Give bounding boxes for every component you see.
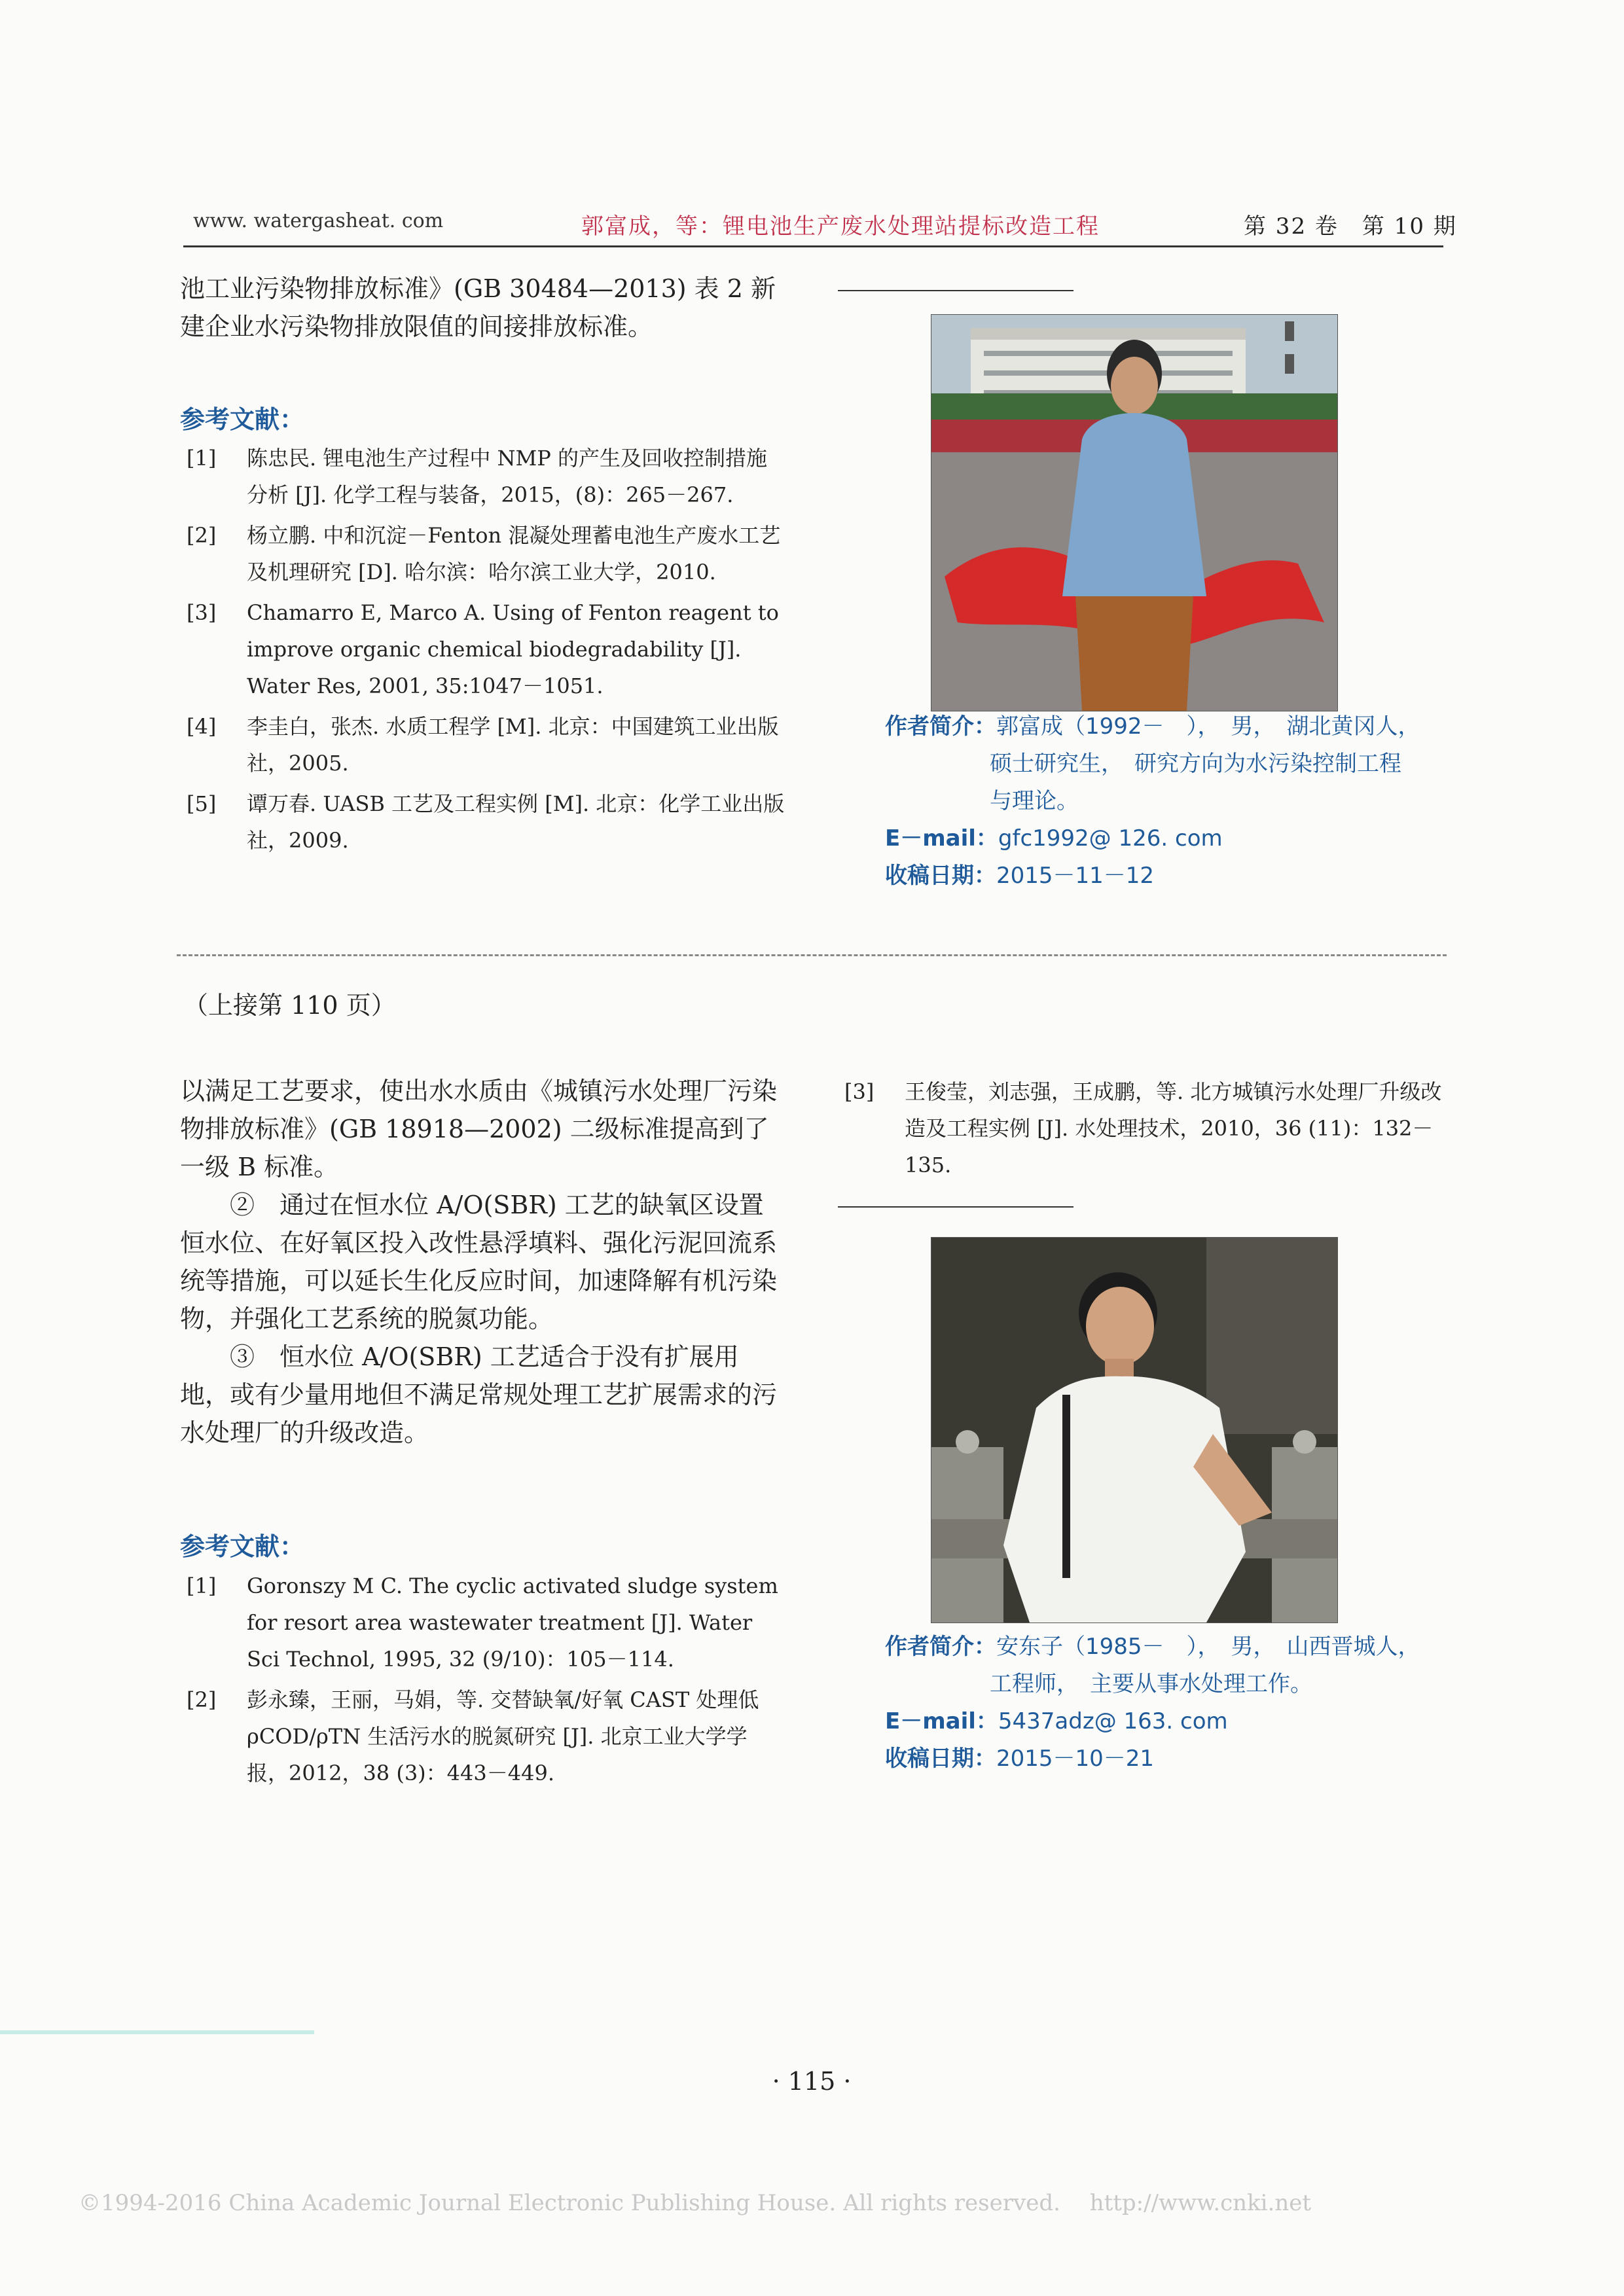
author-intro-text: 郭富成（1992－ ）， 男， 湖北黄冈人， xyxy=(996,713,1420,740)
reference-text: Goronszy M C. The cyclic activated sludge system for resort area wastewater treatment [J]. Water Sci Technol, 1995, 32 (9/10)：105－114. xyxy=(247,1573,778,1672)
reference-number: [1] xyxy=(187,446,217,471)
reference-item xyxy=(844,1073,1447,1183)
continued-paragraph xyxy=(180,270,785,346)
received-date: 2015－11－12 xyxy=(996,863,1155,889)
reference-item xyxy=(187,708,785,781)
reference-list xyxy=(187,440,785,863)
reference-number: [1] xyxy=(187,1573,217,1598)
author-email-line xyxy=(885,820,1461,857)
reference-number: [5] xyxy=(187,791,217,816)
reference-text: 彭永臻，王丽，马娟，等. 交替缺氧/好氧 CAST 处理低 ρCOD/ρTN 生活污水的脱氮研究 [J]. 北京工业大学学报，2012，38 (3)：443－449. xyxy=(247,1687,759,1785)
author-intro-text: 安东子（1985－ ）， 男， 山西晋城人， xyxy=(996,1634,1420,1660)
author-intro-line: 硕士研究生， 研究方向为水污染控制工程 xyxy=(990,751,1401,777)
email-address: gfc1992@ 126. com xyxy=(998,825,1223,852)
paragraph: 以满足工艺要求，使出水水质由《城镇污水处理厂污染物排放标准》(GB 18918—2002) 二级标准提高到了一级 B 标准。 xyxy=(180,1077,778,1181)
email-label: E－mail： xyxy=(885,825,998,852)
reference-item xyxy=(187,440,785,513)
author-photo xyxy=(931,314,1338,711)
reference-number: [2] xyxy=(187,523,217,548)
author-photo-image xyxy=(931,315,1337,711)
references-heading: 参考文献： xyxy=(180,405,305,434)
running-title: 郭富成，等：锂电池生产废水处理站提标改造工程 xyxy=(581,213,1100,240)
page-number: · 115 · xyxy=(772,2067,852,2096)
header-rule xyxy=(183,245,1443,247)
reference-text: Chamarro E, Marco A. Using of Fenton reagent to improve organic chemical biodegradability [J]. Water Res, 2001, 35:1047－1051. xyxy=(247,600,779,698)
author-intro-line: 工程师， 主要从事水处理工作。 xyxy=(990,1671,1312,1697)
received-date: 2015－10－21 xyxy=(996,1746,1155,1772)
reference-item xyxy=(187,1681,785,1791)
received-date-label: 收稿日期： xyxy=(885,863,996,889)
references-heading: 参考文献： xyxy=(180,1532,305,1561)
received-date-label: 收稿日期： xyxy=(885,1746,996,1772)
reference-text: 王俊莹，刘志强，王成鹏，等. 北方城镇污水处理厂升级改造及工程实例 [J]. 水处理技术，2010，36 (11)：132－135. xyxy=(905,1079,1442,1177)
author-intro-line xyxy=(885,1628,1461,1666)
author-bio xyxy=(885,1628,1461,1778)
scan-artifact xyxy=(0,2030,314,2034)
author-bio xyxy=(885,708,1461,895)
author-intro-label: 作者简介： xyxy=(885,1634,996,1660)
reference-list xyxy=(844,1073,1447,1187)
reference-number: [2] xyxy=(187,1687,217,1712)
reference-item xyxy=(187,785,785,859)
received-date-line xyxy=(885,857,1461,895)
continued-text: 池工业污染物排放标准》(GB 30484—2013) 表 2 新建企业水污染物排放限值的间接排放标准。 xyxy=(180,274,776,341)
reference-text: 李圭白，张杰. 水质工程学 [M]. 北京：中国建筑工业出版社，2005. xyxy=(247,714,779,776)
received-date-line xyxy=(885,1740,1461,1778)
paragraph: ③ 恒水位 A/O(SBR) 工艺适合于没有扩展用地，或有少量用地但不满足常规处理工艺扩展需求的污水处理厂的升级改造。 xyxy=(180,1342,778,1447)
author-intro-line: 与理论。 xyxy=(990,788,1079,814)
paragraph: ② 通过在恒水位 A/O(SBR) 工艺的缺氧区设置恒水位、在好氧区投入改性悬浮填料、强化污泥回流系统等措施，可以延长生化反应时间，加速降解有机污染物，并强化工艺系统的脱氮功能。 xyxy=(180,1191,778,1333)
reference-text: 陈忠民. 锂电池生产过程中 NMP 的产生及回收控制措施分析 [J]. 化学工程与装备，2015，(8)：265－267. xyxy=(247,446,767,507)
reference-item xyxy=(187,517,785,590)
email-label: E－mail： xyxy=(885,1708,998,1734)
author-intro-label: 作者简介： xyxy=(885,713,996,740)
author-intro-line xyxy=(885,708,1461,745)
author-photo xyxy=(931,1237,1338,1623)
reference-item xyxy=(187,594,785,704)
reference-text: 谭万春. UASB 工艺及工程实例 [M]. 北京：化学工业出版社，2009. xyxy=(247,791,785,853)
reference-number: [3] xyxy=(844,1079,875,1104)
reference-item xyxy=(187,1568,785,1677)
reference-number: [3] xyxy=(187,600,217,625)
article-separator xyxy=(177,954,1447,956)
author-section-rule xyxy=(838,1206,1074,1208)
journal-url: www. watergasheat. com xyxy=(193,209,444,232)
continuation-note: （上接第 110 页） xyxy=(183,991,396,1020)
copyright-notice: ©1994-2016 China Academic Journal Electronic Publishing House. All rights reserved. http://www.cnki.net xyxy=(79,2190,1312,2216)
reference-number: [4] xyxy=(187,714,217,739)
conclusion-text xyxy=(180,1072,785,1452)
email-address: 5437adz@ 163. com xyxy=(998,1708,1228,1734)
author-email-line xyxy=(885,1703,1461,1740)
author-section-rule xyxy=(838,290,1074,291)
issue-info: 第 32 卷 第 10 期 xyxy=(1244,213,1457,240)
reference-list xyxy=(187,1568,785,1795)
author-photo-image xyxy=(931,1238,1337,1623)
reference-text: 杨立鹏. 中和沉淀－Fenton 混凝处理蓄电池生产废水工艺及机理研究 [D]. 哈尔滨：哈尔滨工业大学，2010. xyxy=(247,523,781,584)
